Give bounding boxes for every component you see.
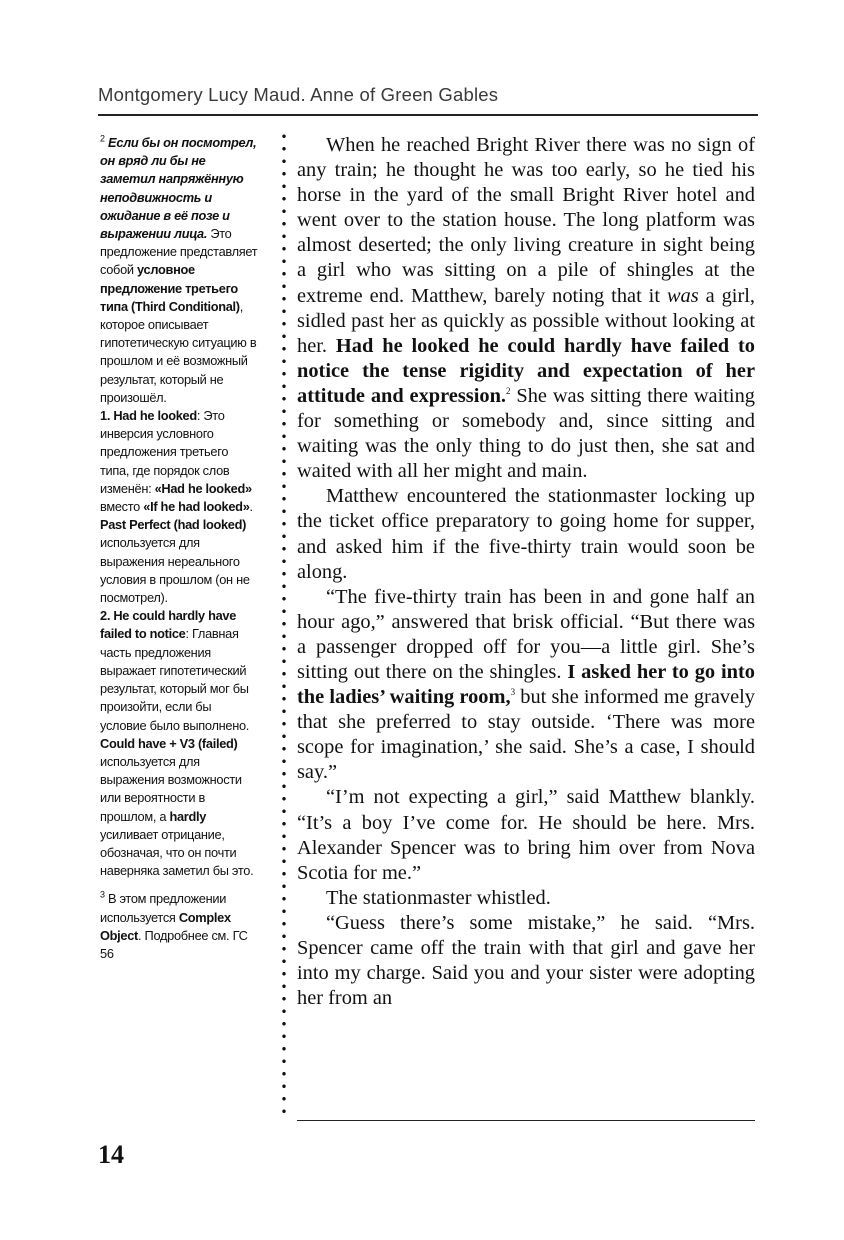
page-number: 14: [98, 1140, 124, 1169]
emphasis: was: [666, 284, 699, 307]
highlighted-sentence: Had he looked he could hardly have failed to notice the tense rigidity and expectation of her attitude and expression.: [297, 334, 755, 407]
footnote-sidebar: [100, 134, 260, 963]
book-title: Montgomery Lucy Maud. Anne of Green Gables: [98, 84, 499, 105]
highlighted-sentence: I asked her to go into the ladies’ waiting room,: [297, 660, 755, 709]
footnote-3: $^3$ В этом предложении используется Complex Object. Подробнее см. ГС 56: [100, 890, 248, 961]
footnote-gap: [100, 880, 260, 890]
paragraph: Matthew encountered the stationmaster locking up the ticket office preparatory to going home for supper, and asked him if the five-thirty train would soon be along.: [297, 485, 755, 583]
header-rule: [98, 114, 758, 116]
paragraph: “Guess there’s some mistake,” he said. “Mrs. Spencer came off the train with that girl and gave her into my charge. Said you and your sister were adopting her from an: [297, 911, 755, 1010]
footnote-2: $^2$ Если бы он посмотрел, он вряд ли бы не заметил напряжённую неподвижность и ожидание в её позе и выражении лица. Это предложение представляет собой условное предложение третьего типа (Third Conditional), которое описывает гипотетическую ситуацию в прошлом и её возможный результат, который не произошёл. 1. Had he looked: Это инверсия условного предложения третьего типа, где порядок слов изменён: «Had he looked» вместо «If he had looked». Past Perfect (had looked) используется для выражения нереального условия в прошлом (он не посмотрел). 2. He could hardly have failed to notice: Главная часть предложения выражает гипотетический результат, который мог бы произойти, если бы условие было выполнено. Could have + V3 (failed) используется для выражения возможности или вероятности в прошлом, а hardly усиливает отрицание, обозначая, что он почти наверняка заметил бы это.: [100, 133, 258, 879]
paragraph: “The five-thirty train has been in and gone half an hour ago,” answered that brisk official. “But there was a passenger dropped off for you—a little girl. She’s sitting out there on the shingles. I asked her to go into the ladies’ waiting room,$^3$ but she informed me gravely that she preferred to stay outside. ‘There was more scope for imagination,’ she said. She’s a case, I should say.”: [297, 585, 755, 784]
footnote-ref: 3: [510, 687, 516, 698]
footnote-translation: Если бы он посмотрел, он вряд ли бы не заметил напряжённую неподвижность и ожидание в её позе и выражении лица.: [100, 135, 257, 242]
footnote-marker: 2: [100, 133, 105, 144]
dotted-divider: [282, 130, 286, 1115]
paragraph: The stationmaster whistled.: [326, 886, 551, 909]
main-text: [297, 133, 755, 1011]
paragraph: When he reached Bright River there was no sign of any train; he thought he was too early, so he tied his horse in the yard of the small Bright River hotel and went over to the station house. The long platform was almost deserted; the only living creature in sight being a girl who was sitting on a pile of shingles at the extreme end. Matthew, barely noting that it was a girl, sidled past her as quickly as possible without looking at her. Had he looked he could hardly have failed to notice the tense rigidity and expectation of her attitude and expression.$^2$ She was sitting there waiting for something or somebody and, since sitting and waiting was the only thing to do just then, she sat and waited with all her might and main.: [297, 134, 755, 483]
footnote-ref: 2: [506, 386, 511, 397]
running-header: [98, 84, 758, 106]
footnote-marker: 3: [100, 890, 105, 901]
paragraph: “I’m not expecting a girl,” said Matthew blankly. “It’s a boy I’ve come for. He should be here. Mrs. Alexander Spencer was to bring him over from Nova Scotia for me.”: [297, 786, 755, 884]
footer-rule: [297, 1120, 755, 1121]
